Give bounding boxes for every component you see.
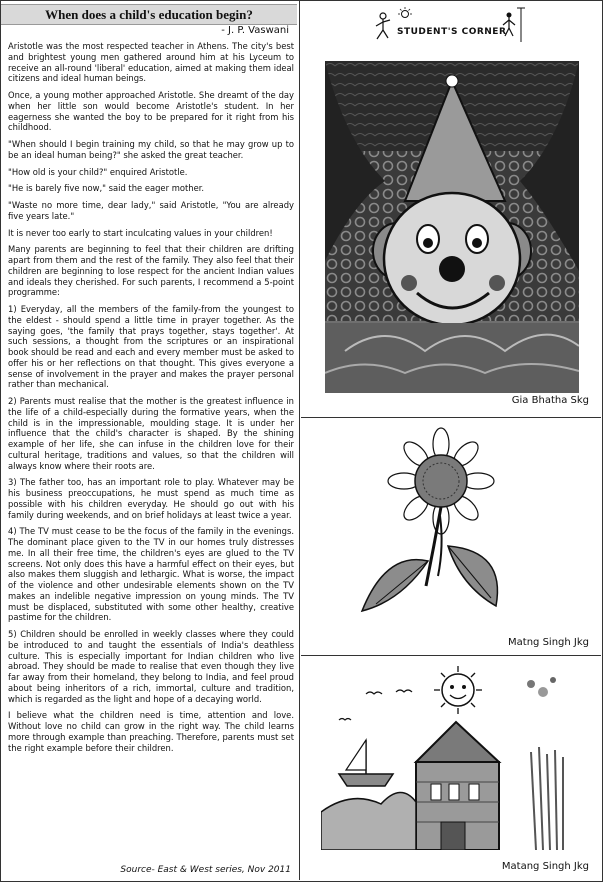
article-paragraph: 1) Everyday, all the members of the family-from the youngest to the eldest - should spend a little time in prayer together. As the saying goes, 'the family that prays together, stays together'. At such sessions, a thought from the scriptures or an inspirational book should be read and each and every member must be asked to offer his or her reflections on that thought. This gives everyone a sense of involvement in the prayer and makes the prayer personal rather than mechanical. [8, 304, 294, 390]
artwork-caption: Gia Bhatha Skg [511, 395, 589, 406]
article-body [8, 41, 294, 877]
students-corner-figures-icon [371, 6, 531, 46]
article-paragraph: I believe what the children need is time, attention and love. Without love no child can grow in the right way. The child learns more through example than preaching. Therefore, parents must set the right example before their children. [8, 710, 294, 753]
article-paragraph: "Waste no more time, dear lady," said Aristotle, "You are already five years late." [8, 200, 294, 221]
artwork-panel-sunflower [301, 418, 601, 656]
article-paragraph: "How old is your child?" enquired Aristotle. [8, 166, 188, 177]
sunflower-drawing [356, 426, 546, 626]
article-source: Source- East & West series, Nov 2011 [120, 865, 291, 875]
students-corner-column [301, 1, 601, 880]
artwork-caption: Matang Singh Jkg [501, 861, 589, 872]
article-paragraph: "When should I begin training my child, so that he may grow up to be an ideal human being?" she asked the great teacher. [8, 139, 294, 160]
article-paragraph: It is never too early to start inculcating values in your children! [8, 227, 273, 238]
article-title: When does a child's education begin? [1, 4, 297, 25]
clown-drawing [325, 61, 579, 393]
article-column [1, 1, 300, 880]
article-paragraph: 3) The father too, has an important role to play. Whatever may be his business preoccupations, he must spend as much time as possible with his children everyday. He should go out with his family during weekends, and on brief holidays at least twice a year. [8, 477, 294, 520]
artwork-caption: Matng Singh Jkg [508, 637, 589, 648]
article-author: - J. P. Vaswani [221, 25, 289, 36]
article-paragraph: 4) The TV must cease to be the focus of the family in the evenings. The dominant place given to the TV in our homes truly distresses me. In all their free time, the children's eyes are glued to the TV screens. Not only does this have a harmful effect on their eyes, but also makes them sluggish and lethargic. What is worse, the impact of the violence and other undesirable elements shown on the TV makes an indelible negative impression on young minds. The TV must be displaced, substituted with some other healthy, creative pastime for the children. [8, 526, 294, 623]
article-paragraph: 5) Children should be enrolled in weekly classes where they could be introduced to and taught the essentials of India's deathless culture. This is especially important for Indian children who live abroad. They should be made to realise that even though they live far away from their homeland, they belong to India, and feel proud about being inheritors of a rich, immortal, culture and tradition, which is regarded as the light and hope of a decaying world. [8, 629, 294, 704]
article-paragraph: Once, a young mother approached Aristotle. She dreamt of the day when her little son would become Aristotle's student. In her eagerness she wanted the boy to be prepared for it right from his childhood. [8, 90, 294, 133]
artwork-panel-house [301, 656, 601, 881]
article-paragraph: Aristotle was the most respected teacher in Athens. The city's best and brightest young men gathered around him at his Lyceum to receive an all-round 'liberal' education, aimed at making them ideal citizens and ideal human beings. [8, 41, 294, 84]
article-paragraph: "He is barely five now," said the eager mother. [8, 183, 205, 194]
article-paragraph: Many parents are beginning to feel that their children are drifting apart from them and the rest of the family. They also feel that their children are beginning to lose respect for the ancient Indian values and ideals they cherished. For such parents, I recommend a 5-point programme: [8, 244, 294, 298]
students-corner-title: STUDENT'S CORNER [397, 27, 507, 37]
article-paragraph: 2) Parents must realise that the mother is the greatest influence in the life of a child-especially during the formative years, when the child is in the impressionable, moulding stage. It is under her influence that the child's character is shaped. By the shining example of her life, she can infuse in the children love for their cultural heritage, traditions and values, so that the children will always know where their roots are. [8, 396, 294, 471]
artwork-panel-clown [301, 47, 601, 418]
house-boat-sun-drawing [321, 662, 583, 850]
